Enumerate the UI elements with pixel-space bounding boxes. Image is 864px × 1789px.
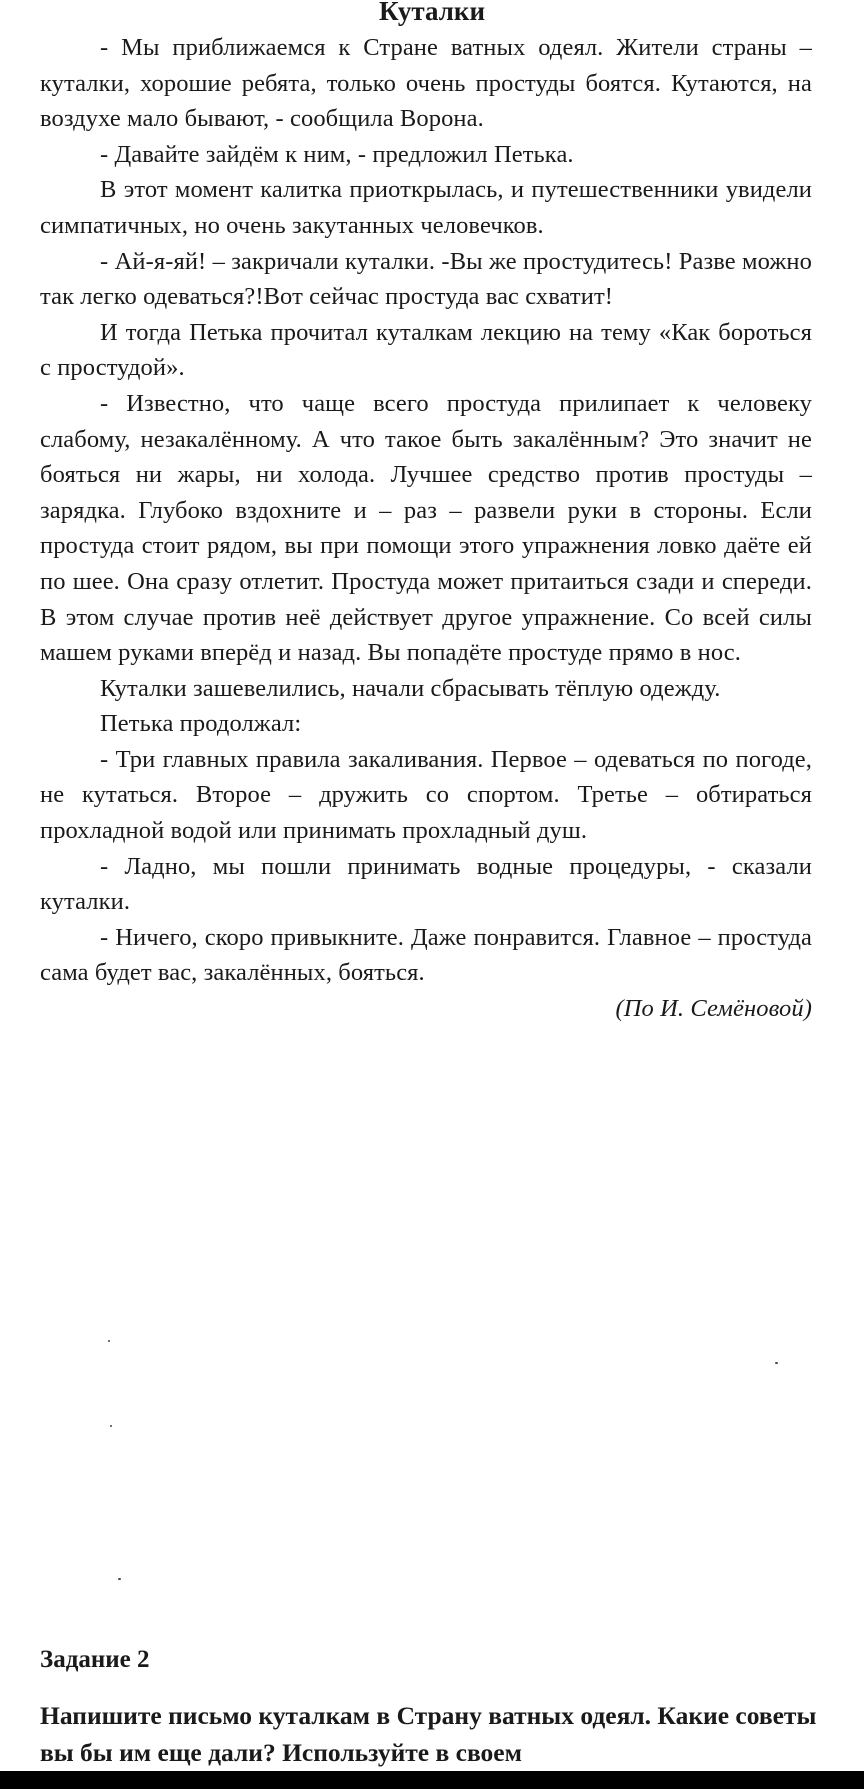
paragraph: - Известно, что чаще всего простуда прилипает к человеку слабому, незакалённому. А что такое быть закалённым? Это значит не бояться ни жары, ни холода. Лучшее средство против простуды – зарядка. Глубоко вздохните и – раз – развели руки в стороны. Если простуда стоит рядом, вы при помощи этого упражнения ловко даёте ей по шее. Она сразу отлетит. Простуда может притаиться сзади и спереди. В этом случае против неё действует другое упражнение. Со всей силы машем руками вперёд и назад. Вы попадёте простуде прямо в нос.: [40, 389, 812, 667]
task-heading: Задание 2: [40, 1646, 150, 1673]
story-title: Куталки: [379, 0, 485, 26]
scan-speck: [118, 1578, 121, 1580]
scan-speck: [108, 1340, 110, 1342]
paragraph: В этот момент калитка приоткрылась, и путешественники увидели симпатичных, но очень закутанных человечков.: [40, 176, 812, 239]
paragraph: - Давайте зайдём к ним, - предложил Петька.: [100, 140, 574, 168]
paragraph: - Ладно, мы пошли принимать водные процедуры, - сказали куталки.: [40, 852, 812, 916]
paragraph: Петька продолжал:: [100, 710, 302, 738]
paragraph: - Ничего, скоро привыкните. Даже понравится. Главное – простуда сама будет вас, закалённых, бояться.: [40, 923, 812, 987]
scan-speck: [775, 1362, 778, 1364]
bottom-edge-bar: [0, 1771, 864, 1789]
story-body: [40, 30, 812, 1027]
paragraph: - Три главных правила закаливания. Первое – одеваться по погоде, не кутаться. Второе – дружить со спортом. Третье – обтираться прохладной водой или принимать прохладный душ.: [40, 745, 812, 845]
paragraph: Куталки зашевелились, начали сбрасывать тёплую одежду.: [100, 674, 721, 702]
paragraph: - Мы приближаемся к Стране ватных одеял. Жители страны – куталки, хорошие ребята, только очень простуды боятся. Кутаются, на воздухе мало бывают, - сообщила Ворона.: [40, 34, 812, 133]
attribution: (По И. Семёновой): [615, 995, 812, 1023]
task-text: Напишите письмо куталкам в Страну ватных одеял. Какие советы вы бы им еще дали? Используйте в своем: [40, 1701, 817, 1767]
paragraph: - Ай-я-яй! – закричали куталки. -Вы же простудитесь! Разве можно так легко одеваться?!Вот сейчас простуда вас схватит!: [40, 247, 812, 311]
paragraph: И тогда Петька прочитал куталкам лекцию на тему «Как бороться с простудой».: [40, 318, 812, 382]
scan-speck: [110, 1425, 112, 1427]
